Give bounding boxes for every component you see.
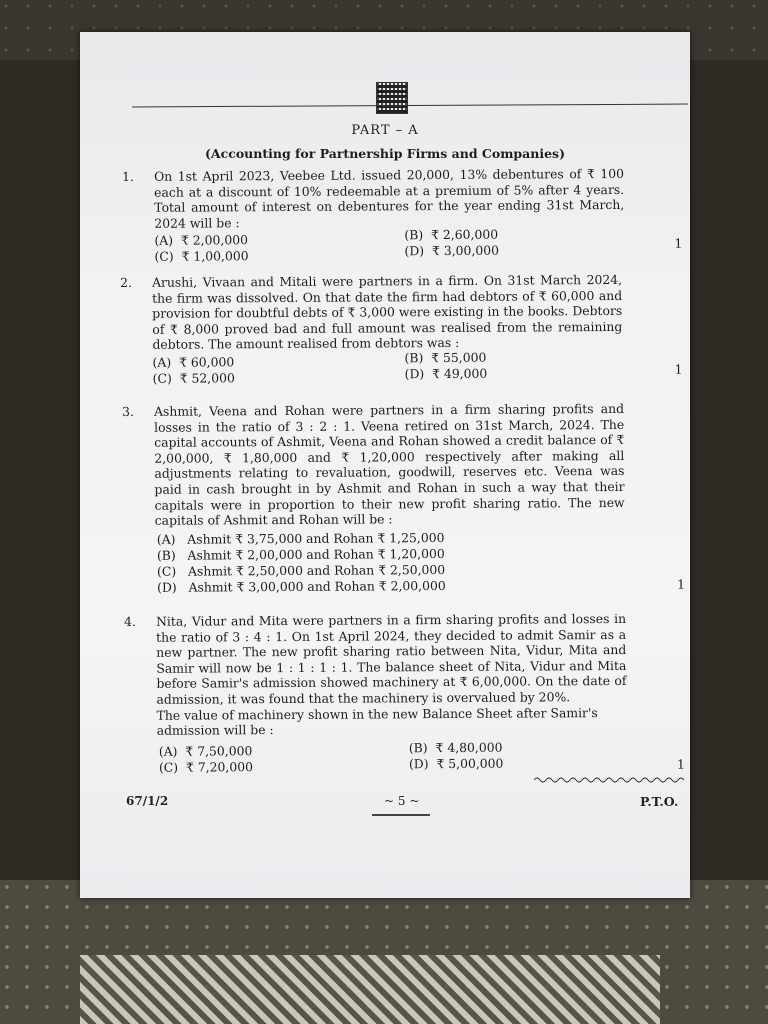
question-marks: 1: [677, 576, 686, 592]
question-2: [120, 272, 681, 395]
option-c: (C) Ashmit ₹ 2,50,000 and Rohan ₹ 2,50,000: [156, 562, 446, 579]
question-text: Arushi, Vivaan and Mitali were partners in a firm. On 31st March 2024, the firm was dissolved. On that date the firm had debtors of ₹ 60,000 and provision for doubtful debts of ₹ 3,000 were existing in the books. Debtors of ₹ 8,000 proved bad and full amount was realised from the remaining debtors. The amount realised from debtors was :: [151, 271, 623, 353]
page-number-rule: [372, 814, 430, 816]
option-a: (A) ₹ 2,00,000: [154, 232, 248, 248]
option-d: (D) ₹ 3,00,000: [404, 242, 500, 259]
header-rule: [132, 104, 688, 108]
part-title: PART – A: [351, 123, 419, 138]
option-c: (C) ₹ 52,000: [152, 370, 235, 386]
option-c: (C) ₹ 7,20,000: [158, 759, 254, 775]
option-d: (D) Ashmit ₹ 3,00,000 and Rohan ₹ 2,00,000: [157, 578, 446, 595]
page-number: ~ 5 ~: [384, 794, 420, 808]
wavy-divider: [534, 775, 688, 785]
question-3: [122, 400, 686, 604]
question-4: [124, 611, 685, 774]
question-text: Ashmit, Veena and Rohan were partners in a firm sharing profits and losses in the ratio of 3 : 2 : 1. Veena retired on 31st March, 2024. The capital accounts of Ashmit, Veena and Rohan showed a credit balance of ₹ 2,00,000, ₹ 1,80,000 and ₹ 1,20,000 respectively after making all adjustments relating to revaluation, goodwill, reserves etc. Veena was paid in cash brought in by Ashmit and Rohan in such a way that their capitals were in proportion to their new profit sharing ratio. The new capitals of Ashmit and Rohan will be :: [153, 400, 625, 528]
question-text: [156, 611, 627, 739]
option-b: (B) Ashmit ₹ 2,00,000 and Rohan ₹ 1,20,000: [156, 546, 445, 563]
question-number: 1.: [122, 168, 134, 184]
option-b: (B) ₹ 4,80,000: [408, 739, 503, 756]
background-fabric: [80, 955, 660, 1024]
paper-code: 67/1/2: [126, 794, 169, 808]
option-d: (D) ₹ 49,000: [404, 365, 488, 382]
exam-page: [80, 32, 690, 898]
question-text: On 1st April 2023, Veebee Ltd. issued 20,000, 13% debentures of ₹ 100 each at a discount of 10% redeemable at a premium of 5% after 4 years. Total amount of interest on debentures for the year ending 31st March, 2024 will be :: [153, 165, 625, 231]
question-marks: 1: [674, 361, 683, 377]
option-a: (A) ₹ 7,50,000: [158, 743, 253, 759]
option-b: (B) ₹ 2,60,000: [404, 226, 499, 243]
question-marks: 1: [676, 756, 685, 772]
question-number: 3.: [122, 403, 134, 419]
option-a: (A) ₹ 60,000: [152, 354, 235, 370]
question-number: 2.: [120, 274, 132, 290]
question-marks: 1: [674, 235, 683, 251]
question-text-prompt: The value of machinery shown in the new Balance Sheet after Samir's admission will be :: [156, 704, 598, 738]
option-a: (A) Ashmit ₹ 3,75,000 and Rohan ₹ 1,25,000: [156, 530, 445, 547]
option-c: (C) ₹ 1,00,000: [154, 248, 249, 264]
option-d: (D) ₹ 5,00,000: [408, 755, 504, 772]
question-text-main: Nita, Vidur and Mita were partners in a firm sharing profits and losses in the ratio of 3 : 4 : 1. On 1st April 2024, they decided to admit Samir as a new partner. The new profit sharing ratio between Nita, Vidur, Mita and Samir will now be 1 : 1 : 1 : 1. The balance sheet of Nita, Vidur and Mita before Samir's admission showed machinery at ₹ 6,00,000. On the date of admission, it was found that the machinery is overvalued by 20%.: [155, 610, 627, 707]
qr-code-icon: [376, 82, 408, 114]
option-b: (B) ₹ 55,000: [404, 349, 487, 366]
section-subtitle: (Accounting for Partnership Firms and Companies): [204, 146, 566, 161]
question-1: [122, 166, 683, 279]
question-number: 4.: [124, 613, 136, 629]
pto-label: P.T.O.: [640, 794, 679, 809]
